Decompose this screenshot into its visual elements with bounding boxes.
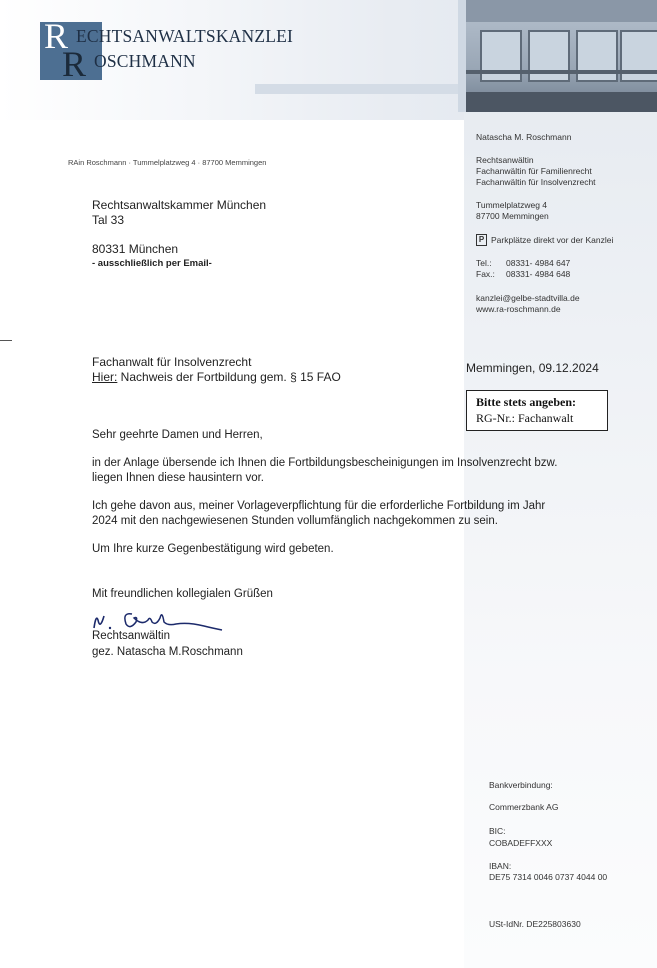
recipient-street: Tal 33: [92, 213, 125, 227]
logo-text-line2: OSCHMANN: [94, 51, 196, 71]
sidebar-title: Fachanwältin für Insolvenzrecht: [476, 177, 596, 187]
parking-note: Parkplätze direkt vor der Kanzlei: [491, 235, 614, 245]
letter-date: Memmingen, 09.12.2024: [466, 361, 599, 375]
iban-value: DE75 7314 0046 0737 4044 00: [489, 872, 608, 882]
logo-initial-top: R: [44, 16, 69, 56]
sidebar-title: Rechtsanwältin: [476, 155, 534, 165]
subject-here-label: Hier:: [92, 370, 118, 384]
subject-detail-text: Nachweis der Fortbildung gem. § 15 FAO: [117, 370, 341, 384]
tel-label: Tel.:: [476, 258, 492, 268]
reference-heading: Bitte stets angeben:: [476, 395, 576, 409]
recipient-name: Rechtsanwaltskammer München: [92, 198, 267, 212]
delivery-note: - ausschließlich per Email-: [92, 258, 212, 269]
subject-detail: [92, 370, 341, 384]
bic-label: BIC:: [489, 826, 506, 836]
logo-initial-bottom: R: [62, 44, 87, 84]
sidebar-title: Fachanwältin für Familienrecht: [476, 166, 592, 176]
signature-title: Rechtsanwältin: [92, 630, 170, 642]
tel-number: 08331- 4984 647: [506, 258, 571, 268]
recipient-city: 80331 München: [92, 242, 179, 256]
signature-name: gez. Natascha M.Roschmann: [92, 646, 243, 658]
vat-id: USt-IdNr. DE225803630: [489, 919, 581, 929]
fold-mark: [0, 340, 12, 341]
sidebar-background: [464, 0, 657, 968]
paragraph-line: liegen Ihnen diese hausintern vor.: [92, 472, 264, 484]
sidebar-city: 87700 Memmingen: [476, 211, 549, 221]
paragraph-line: in der Anlage übersende ich Ihnen die Fortbildungsbescheinigungen im Insolvenzrecht bzw.: [92, 457, 558, 469]
paragraph-line: Um Ihre kurze Gegenbestätigung wird gebeten.: [92, 543, 334, 555]
bank-name: Commerzbank AG: [489, 802, 559, 812]
reference-box: [466, 390, 608, 431]
fax-number: 08331- 4984 648: [506, 269, 571, 279]
office-building-photo: [466, 0, 657, 112]
subject-line: Fachanwalt für Insolvenzrecht: [92, 355, 252, 369]
paragraph-line: Ich gehe davon aus, meiner Vorlageverpflichtung für die erforderliche Fortbildung im Jahr: [92, 500, 546, 512]
closing: Mit freundlichen kollegialen Grüßen: [92, 588, 273, 600]
reference-number: RG-Nr.: Fachanwalt: [476, 411, 574, 425]
fax-label: Fax.:: [476, 269, 495, 279]
bic-value: COBADEFFXXX: [489, 838, 553, 848]
header-accent-bar: [255, 84, 465, 94]
header-divider: [458, 0, 466, 112]
paragraph-line: 2024 mit den nachgewiesenen Stunden vollumfänglich nachgekommen zu sein.: [92, 515, 498, 527]
salutation: Sehr geehrte Damen und Herren,: [92, 429, 263, 441]
email-address: kanzlei@gelbe-stadtvilla.de: [476, 293, 580, 303]
parking-icon: P: [476, 234, 487, 246]
sender-return-line: RAin Roschmann · Tummelplatzweg 4 · 87700 Memmingen: [68, 158, 267, 167]
sidebar-street: Tummelplatzweg 4: [476, 200, 548, 210]
sidebar-name: Natascha M. Roschmann: [476, 132, 572, 142]
logo-text-line1: ECHTSANWALTSKANZLEI: [76, 26, 294, 46]
iban-label: IBAN:: [489, 861, 512, 871]
bank-label: Bankverbindung:: [489, 780, 553, 790]
website: www.ra-roschmann.de: [476, 304, 561, 314]
